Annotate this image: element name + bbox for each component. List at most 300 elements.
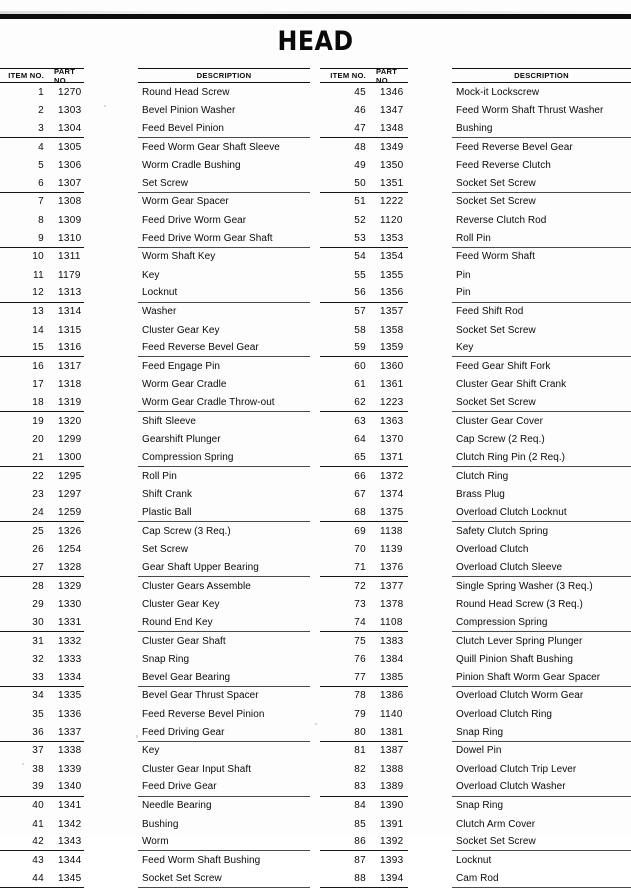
table-row (0, 486, 84, 504)
cell-item-no: 73 (354, 598, 366, 610)
cell-item-no: 51 (354, 196, 366, 208)
cell-description: Overload Clutch Ring (456, 708, 553, 720)
cell-item-no: 88 (354, 872, 366, 884)
cell-item-no: 53 (354, 232, 366, 244)
cell-part-no: 1385 (380, 671, 404, 683)
table-row (320, 156, 408, 174)
cell-part-no: 1349 (380, 141, 404, 153)
table-row (320, 467, 408, 485)
cell-part-no: 1350 (380, 159, 404, 171)
cell-description: Pin (456, 269, 471, 281)
cell-description: Feed Reverse Bevel Pinion (142, 708, 265, 720)
table-row (320, 797, 408, 815)
number-rows-left (0, 83, 84, 888)
table-row (0, 559, 84, 577)
cell-part-no: 1314 (58, 306, 82, 318)
cell-description: Roll Pin (452, 229, 631, 247)
column-header-part-no: PART NO. (376, 66, 398, 85)
cell-part-no: 1375 (380, 506, 404, 518)
table-row (0, 595, 84, 613)
cell-item-no: 43 (32, 855, 44, 867)
cell-item-no: 79 (354, 708, 366, 720)
cell-description: Feed Shift Rod (456, 306, 524, 318)
cell-description: Snap Ring (452, 723, 631, 741)
cell-description: Bevel Pinion Washer (142, 104, 236, 116)
column-header-description: DESCRIPTION (514, 71, 569, 80)
cell-description: Shift Sleeve (142, 415, 196, 427)
cell-part-no: 1393 (380, 855, 404, 867)
cell-item-no: 50 (354, 177, 366, 189)
table-row (0, 248, 84, 266)
cell-part-no: 1318 (58, 379, 82, 391)
table-row (0, 705, 84, 723)
cell-description: Key (142, 745, 160, 757)
cell-description: Feed Worm Shaft (456, 251, 535, 263)
number-rows-right (320, 83, 408, 888)
cell-item-no: 2 (38, 104, 44, 116)
cell-part-no: 1334 (58, 671, 82, 683)
table-row (0, 229, 84, 247)
description-block-right (452, 68, 631, 888)
cell-item-no: 9 (38, 232, 44, 244)
table-row (320, 595, 408, 613)
cell-part-no: 1381 (380, 726, 404, 738)
cell-item-no: 85 (354, 818, 366, 830)
cell-part-no: 1354 (380, 251, 404, 263)
cell-description: Set Screw (142, 544, 189, 556)
cell-part-no: 1108 (380, 616, 403, 628)
cell-part-no: 1313 (58, 287, 82, 299)
table-row (0, 851, 84, 869)
cell-item-no: 19 (32, 415, 44, 427)
cell-description: Feed Driving Gear (138, 723, 310, 741)
cell-item-no: 25 (32, 525, 44, 537)
cell-description: Feed Worm Gear Shaft Sleeve (142, 141, 280, 153)
cell-part-no: 1223 (380, 397, 404, 409)
cell-item-no: 21 (32, 452, 44, 464)
cell-part-no: 1270 (58, 86, 82, 98)
table-row (0, 303, 84, 321)
table-row (0, 632, 84, 650)
cell-description: Clutch Ring (456, 470, 509, 482)
table-row (0, 687, 84, 705)
table-header-right (320, 68, 408, 83)
cell-item-no: 75 (354, 635, 366, 647)
cell-item-no: 64 (354, 434, 366, 446)
table-row (320, 650, 408, 668)
cell-item-no: 11 (33, 269, 44, 281)
column-header-item-no: ITEM NO. (330, 71, 366, 80)
table-row (0, 156, 84, 174)
cell-item-no: 60 (354, 361, 366, 373)
cell-description: Worm Gear Spacer (142, 196, 229, 208)
cell-part-no: 1328 (58, 561, 82, 573)
cell-part-no: 1389 (380, 781, 404, 793)
cell-part-no: 1374 (380, 489, 404, 501)
cell-item-no: 18 (32, 397, 44, 409)
table-row (320, 101, 408, 119)
cell-item-no: 40 (32, 800, 44, 812)
table-row (0, 577, 84, 595)
cell-description: Safety Clutch Spring (456, 525, 549, 537)
table-row (320, 357, 408, 375)
table-row (0, 870, 84, 888)
table-row (0, 138, 84, 156)
cell-part-no: 1386 (380, 690, 404, 702)
cell-description: Set Screw (138, 174, 310, 192)
table-row (320, 339, 408, 357)
table-row (320, 540, 408, 558)
cell-description: Cap Screw (3 Req.) (142, 525, 231, 537)
table-row (320, 833, 408, 851)
cell-description: Feed Worm Shaft Bushing (142, 855, 261, 867)
table-row (320, 412, 408, 430)
table-row (0, 669, 84, 687)
cell-item-no: 17 (32, 379, 44, 391)
cell-part-no: 1305 (58, 141, 82, 153)
cell-item-no: 57 (354, 306, 366, 318)
cell-description: Feed Bevel Pinion (138, 120, 310, 138)
cell-description: Gearshift Plunger (142, 434, 221, 446)
cell-item-no: 7 (38, 196, 44, 208)
cell-part-no: 1316 (58, 342, 82, 354)
table-row (320, 303, 408, 321)
cell-description: Locknut (456, 855, 492, 867)
cell-item-no: 87 (354, 855, 366, 867)
cell-item-no: 62 (354, 397, 366, 409)
cell-part-no: 1333 (58, 653, 82, 665)
cell-part-no: 1390 (380, 800, 404, 812)
table-row (0, 321, 84, 339)
cell-part-no: 1392 (380, 836, 404, 848)
cell-item-no: 1 (38, 86, 44, 98)
cell-description: Feed Drive Worm Gear (142, 214, 247, 226)
table-row (320, 504, 408, 522)
cell-description: Reverse Clutch Rod (456, 214, 547, 226)
table-row (320, 376, 408, 394)
cell-description: Cluster Gear Shaft (142, 635, 226, 647)
cell-item-no: 35 (32, 708, 44, 720)
cell-part-no: 1339 (58, 763, 82, 775)
table-row (320, 266, 408, 284)
table-row (0, 504, 84, 522)
cell-part-no: 1360 (380, 361, 404, 373)
cell-description: Snap Ring (456, 800, 504, 812)
cell-description: Feed Gear Shift Fork (456, 361, 551, 373)
cell-description: Socket Set Screw (456, 196, 536, 208)
cell-part-no: 1345 (58, 872, 82, 884)
cell-item-no: 83 (354, 781, 366, 793)
cell-description: Worm (138, 833, 310, 851)
cell-part-no: 1317 (58, 361, 82, 373)
description-rows-right (452, 83, 631, 888)
table-row (320, 723, 408, 741)
table-row (320, 321, 408, 339)
cell-item-no: 49 (354, 159, 366, 171)
table-header-desc-left (138, 68, 310, 83)
cell-description: Round End Key (138, 614, 310, 632)
cell-description: Locknut (138, 284, 310, 302)
table-row (320, 614, 408, 632)
cell-part-no: 1336 (58, 708, 82, 720)
cell-description: Socket Set Screw (452, 833, 631, 851)
cell-item-no: 65 (354, 452, 366, 464)
table-row (0, 284, 84, 302)
cell-item-no: 20 (32, 434, 44, 446)
table-header-left (0, 68, 84, 83)
cell-description: Cap Screw (2 Req.) (456, 434, 545, 446)
table-row (320, 193, 408, 211)
table-row (320, 687, 408, 705)
cell-item-no: 22 (32, 470, 44, 482)
cell-part-no: 1303 (58, 104, 82, 116)
cell-item-no: 24 (32, 506, 44, 518)
table-row (320, 120, 408, 138)
cell-description: Socket Set Screw (452, 394, 631, 412)
table-row (320, 431, 408, 449)
cell-description: Pin (452, 284, 631, 302)
cell-description: Pinion Shaft Worm Gear Spacer (452, 669, 631, 687)
page-title: HEAD (277, 26, 354, 57)
cell-part-no: 1348 (380, 122, 404, 134)
cell-part-no: 1315 (58, 324, 82, 336)
table-row (0, 431, 84, 449)
cell-description: Worm Cradle Bushing (142, 159, 241, 171)
cell-description: Overload Clutch Locknut (452, 504, 631, 522)
cell-item-no: 58 (354, 324, 366, 336)
description-block-left (138, 68, 310, 888)
cell-item-no: 38 (32, 763, 44, 775)
cell-part-no: 1335 (58, 690, 82, 702)
cell-description: Compression Spring (452, 614, 631, 632)
table-row (320, 705, 408, 723)
cell-item-no: 6 (38, 177, 44, 189)
column-header-part-no: PART NO. (54, 66, 76, 85)
table-row (320, 870, 408, 888)
cell-part-no: 1297 (58, 489, 82, 501)
cell-item-no: 76 (354, 653, 366, 665)
cell-part-no: 1307 (58, 177, 82, 189)
cell-item-no: 29 (32, 598, 44, 610)
cell-description: Feed Drive Gear (138, 778, 310, 796)
cell-part-no: 1353 (380, 232, 404, 244)
cell-item-no: 39 (32, 781, 44, 793)
table-row (320, 577, 408, 595)
cell-item-no: 8 (38, 214, 44, 226)
cell-item-no: 3 (38, 122, 44, 134)
cell-description: Socket Set Screw (452, 174, 631, 192)
table-row (0, 467, 84, 485)
cell-part-no: 1394 (380, 872, 404, 884)
cell-part-no: 1384 (380, 653, 404, 665)
cell-description: Quill Pinion Shaft Bushing (456, 653, 573, 665)
cell-description: Clutch Ring Pin (2 Req.) (452, 449, 631, 467)
cell-part-no: 1329 (58, 580, 82, 592)
cell-item-no: 71 (354, 561, 366, 573)
scan-speck (22, 763, 24, 765)
table-row (0, 376, 84, 394)
cell-description: Key (452, 339, 631, 357)
page-top-rule (0, 14, 631, 19)
cell-part-no: 1254 (58, 544, 82, 556)
cell-item-no: 27 (32, 561, 44, 573)
cell-item-no: 5 (38, 159, 44, 171)
table-row (0, 797, 84, 815)
cell-item-no: 10 (32, 251, 44, 263)
cell-part-no: 1222 (380, 196, 404, 208)
cell-description: Single Spring Washer (3 Req.) (456, 580, 593, 592)
cell-item-no: 56 (354, 287, 366, 299)
table-row (0, 120, 84, 138)
cell-item-no: 44 (32, 872, 44, 884)
table-row (0, 211, 84, 229)
cell-part-no: 1387 (380, 745, 404, 757)
table-row (0, 394, 84, 412)
cell-description: Overload Clutch Trip Lever (456, 763, 577, 775)
cell-item-no: 41 (32, 818, 44, 830)
cell-item-no: 14 (32, 324, 44, 336)
cell-part-no: 1138 (380, 525, 403, 537)
cell-description: Cluster Gear Cover (456, 415, 544, 427)
table-row (0, 742, 84, 760)
cell-description: Feed Reverse Clutch (456, 159, 551, 171)
table-row (320, 394, 408, 412)
table-row (0, 266, 84, 284)
cell-part-no: 1356 (380, 287, 404, 299)
cell-description: Bevel Gear Bearing (138, 669, 310, 687)
table-row (320, 742, 408, 760)
table-row (0, 357, 84, 375)
cell-description: Worm Gear Cradle Throw-out (138, 394, 310, 412)
cell-part-no: 1308 (58, 196, 82, 208)
table-row (320, 211, 408, 229)
cell-item-no: 81 (354, 745, 366, 757)
table-row (320, 486, 408, 504)
cell-item-no: 84 (354, 800, 366, 812)
cell-description: Brass Plug (456, 489, 505, 501)
cell-item-no: 33 (32, 671, 44, 683)
cell-part-no: 1391 (380, 818, 404, 830)
table-row (0, 193, 84, 211)
table-row (320, 669, 408, 687)
cell-part-no: 1378 (380, 598, 404, 610)
cell-item-no: 34 (32, 690, 44, 702)
cell-part-no: 1338 (58, 745, 82, 757)
cell-item-no: 26 (32, 544, 44, 556)
cell-item-no: 59 (354, 342, 366, 354)
cell-item-no: 13 (32, 306, 44, 318)
table-row (320, 632, 408, 650)
cell-item-no: 72 (354, 580, 366, 592)
cell-item-no: 47 (354, 122, 366, 134)
scan-speck (104, 105, 106, 107)
cell-item-no: 28 (32, 580, 44, 592)
cell-part-no: 1363 (380, 415, 404, 427)
cell-part-no: 1351 (380, 177, 404, 189)
cell-description: Overload Clutch (456, 544, 529, 556)
cell-part-no: 1388 (380, 763, 404, 775)
table-row (320, 815, 408, 833)
cell-part-no: 1337 (58, 726, 82, 738)
cell-part-no: 1140 (380, 708, 403, 720)
cell-part-no: 1358 (380, 324, 404, 336)
cell-item-no: 77 (354, 671, 366, 683)
cell-description: Cam Rod (452, 870, 631, 888)
cell-description: Bevel Gear Thrust Spacer (142, 690, 259, 702)
cell-part-no: 1304 (58, 122, 82, 134)
cell-item-no: 67 (354, 489, 366, 501)
table-row (320, 449, 408, 467)
cell-description: Socket Set Screw (138, 870, 310, 888)
scan-speck (136, 735, 138, 738)
scan-speck (315, 723, 317, 725)
cell-part-no: 1310 (58, 232, 82, 244)
cell-item-no: 46 (354, 104, 366, 116)
cell-part-no: 1331 (58, 616, 82, 628)
table-row (0, 522, 84, 540)
cell-part-no: 1179 (58, 269, 81, 281)
cell-item-no: 69 (354, 525, 366, 537)
cell-part-no: 1370 (380, 434, 404, 446)
cell-description: Mock-it Lockscrew (456, 86, 540, 98)
table-row (320, 138, 408, 156)
cell-description: Clutch Lever Spring Plunger (456, 635, 583, 647)
cell-description: Cluster Gear Shift Crank (456, 379, 567, 391)
table-row (0, 614, 84, 632)
cell-description: Worm Gear Cradle (142, 379, 227, 391)
cell-part-no: 1377 (380, 580, 404, 592)
cell-item-no: 80 (354, 726, 366, 738)
cell-item-no: 32 (32, 653, 44, 665)
cell-description: Bushing (452, 120, 631, 138)
cell-item-no: 16 (32, 361, 44, 373)
cell-description: Round Head Screw (3 Req.) (456, 598, 583, 610)
cell-part-no: 1372 (380, 470, 404, 482)
cell-description: Cluster Gears Assemble (142, 580, 251, 592)
table-row (320, 229, 408, 247)
cell-description: Washer (142, 306, 177, 318)
cell-item-no: 36 (32, 726, 44, 738)
cell-item-no: 48 (354, 141, 366, 153)
table-row (320, 174, 408, 192)
cell-description: Feed Reverse Bevel Gear (456, 141, 573, 153)
cell-part-no: 1326 (58, 525, 82, 537)
cell-description: Roll Pin (142, 470, 177, 482)
cell-description: Snap Ring (142, 653, 190, 665)
cell-part-no: 1342 (58, 818, 82, 830)
table-row (0, 83, 84, 101)
table-row (0, 101, 84, 119)
cell-part-no: 1320 (58, 415, 82, 427)
cell-description: Overload Clutch Washer (452, 778, 631, 796)
table-row (0, 778, 84, 796)
cell-part-no: 1306 (58, 159, 82, 171)
table-row (320, 522, 408, 540)
cell-item-no: 54 (354, 251, 366, 263)
cell-description: Needle Bearing (142, 800, 212, 812)
cell-item-no: 45 (354, 86, 366, 98)
cell-description: Overload Clutch Sleeve (452, 559, 631, 577)
table-row (0, 760, 84, 778)
cell-part-no: 1344 (58, 855, 82, 867)
cell-description: Dowel Pin (456, 745, 502, 757)
cell-item-no: 61 (354, 379, 366, 391)
cell-part-no: 1120 (380, 214, 403, 226)
cell-description: Cluster Gear Key (142, 324, 220, 336)
item-part-number-block-left (0, 68, 84, 888)
cell-part-no: 1371 (380, 452, 404, 464)
table-row (0, 833, 84, 851)
